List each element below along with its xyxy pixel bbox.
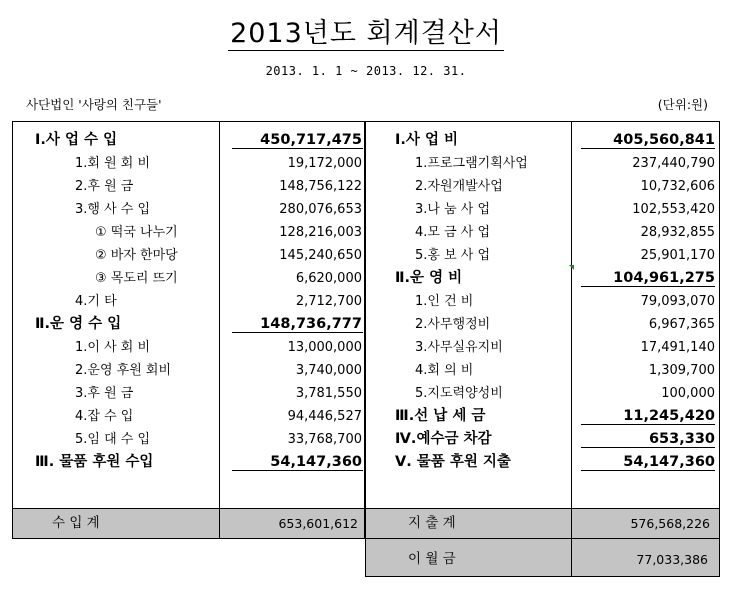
expense-row-value: 100,000 bbox=[661, 386, 715, 401]
expense-row bbox=[0, 313, 732, 336]
totals-divider-1 bbox=[219, 508, 220, 539]
income-row-value: 94,446,527 bbox=[287, 409, 362, 424]
expense-subtotal-underline bbox=[581, 148, 715, 149]
organization-name: 사단법인 '사랑의 친구들' bbox=[26, 97, 162, 112]
expense-subtotal-underline bbox=[581, 447, 715, 448]
document-title-text: 2013년도 회계결산서 bbox=[230, 18, 502, 49]
expense-row-value: 6,967,365 bbox=[648, 317, 715, 332]
income-row-label: 1.이 사 회 비 bbox=[75, 340, 151, 355]
expense-row bbox=[0, 336, 732, 359]
income-row-value: 33,768,700 bbox=[287, 432, 362, 447]
income-row-label: 2.후 원 금 bbox=[75, 179, 134, 194]
expense-row-value: 237,440,790 bbox=[632, 156, 715, 171]
income-row-label: ① 떡국 나누기 bbox=[95, 225, 178, 240]
income-row-value: 128,216,003 bbox=[279, 225, 362, 240]
income-row-value: 145,240,650 bbox=[279, 248, 362, 263]
expense-row bbox=[0, 152, 732, 175]
income-row-label: 1.회 원 회 비 bbox=[75, 156, 151, 171]
income-row-value: 2,712,700 bbox=[295, 294, 362, 309]
expense-row-label: 3.사무실유지비 bbox=[415, 340, 503, 355]
income-row-label: ② 바자 한마당 bbox=[95, 248, 178, 263]
expense-row bbox=[0, 359, 732, 382]
income-row-value: 3,740,000 bbox=[295, 363, 362, 378]
expense-row-value: 10,732,606 bbox=[640, 179, 715, 194]
income-row-label: 4.기 타 bbox=[75, 294, 117, 309]
income-row-value: 3,781,550 bbox=[295, 386, 362, 401]
expense-row-value: 28,932,855 bbox=[640, 225, 715, 240]
carryover-label: 이 월 금 bbox=[408, 551, 456, 567]
expense-row-label: Ⅴ. 물품 후원 지출 bbox=[395, 454, 511, 470]
expense-row-label: 5.홍 보 사 업 bbox=[415, 248, 491, 263]
expense-total-label: 지 출 계 bbox=[408, 515, 456, 531]
carryover-value: 77,033,386 bbox=[636, 552, 708, 567]
expense-subtotal-underline bbox=[581, 470, 715, 471]
income-row-label: Ⅰ.사 업 수 입 bbox=[35, 132, 118, 148]
expense-row-label: 4.모 금 사 업 bbox=[415, 225, 491, 240]
expense-row-value: 54,147,360 bbox=[623, 454, 715, 470]
expense-row-label: Ⅳ.예수금 차감 bbox=[395, 431, 492, 447]
income-row-label: Ⅲ. 물품 후원 수입 bbox=[35, 454, 154, 470]
expense-row-label: 2.자원개발사업 bbox=[415, 179, 503, 194]
expense-subtotal-underline bbox=[581, 286, 715, 287]
expense-row-label: 1.인 건 비 bbox=[415, 294, 474, 309]
expense-row bbox=[0, 244, 732, 267]
expense-row bbox=[0, 175, 732, 198]
income-row-label: 3.행 사 수 입 bbox=[75, 202, 151, 217]
expense-row-label: 1.프로그램기획사업 bbox=[415, 156, 528, 171]
expense-row-value: 11,245,420 bbox=[623, 408, 715, 424]
income-row-value: 6,620,000 bbox=[295, 271, 362, 286]
income-row-label: 4.잡 수 입 bbox=[75, 409, 134, 424]
expense-row-label: 5.지도력양성비 bbox=[415, 386, 503, 401]
fiscal-period: 2013. 1. 1 ~ 2013. 12. 31. bbox=[265, 64, 467, 78]
income-row-value: 13,000,000 bbox=[287, 340, 362, 355]
expense-row bbox=[0, 198, 732, 221]
income-row-value: 19,172,000 bbox=[287, 156, 362, 171]
expense-row-label: 3.나 눔 사 업 bbox=[415, 202, 491, 217]
expense-row-value: 17,491,140 bbox=[640, 340, 715, 355]
income-row-value: 450,717,475 bbox=[260, 132, 362, 148]
income-row-label: 2.운영 후원 회비 bbox=[75, 363, 172, 378]
expense-row-value: 79,093,070 bbox=[640, 294, 715, 309]
income-total-label: 수 입 계 bbox=[52, 515, 100, 531]
totals-divider-2 bbox=[364, 508, 366, 539]
expense-row-value: 405,560,841 bbox=[613, 132, 715, 148]
income-row-label: Ⅱ.운 영 수 입 bbox=[35, 316, 122, 332]
expense-row-label: Ⅱ.운 영 비 bbox=[395, 270, 463, 286]
expense-row-value: 25,901,170 bbox=[640, 248, 715, 263]
expense-row-label: Ⅰ.사 업 비 bbox=[395, 132, 459, 148]
expense-row bbox=[0, 382, 732, 405]
income-row-label: ③ 목도리 뜨기 bbox=[95, 271, 178, 286]
expense-row bbox=[0, 221, 732, 244]
income-total-value: 653,601,612 bbox=[278, 516, 358, 531]
income-row-value: 54,147,360 bbox=[270, 454, 362, 470]
income-row-label: 3.후 원 금 bbox=[75, 386, 134, 401]
income-row-label: 5.임 대 수 입 bbox=[75, 432, 151, 447]
expense-subtotal-underline bbox=[581, 424, 715, 425]
income-row-value: 280,076,653 bbox=[279, 202, 362, 217]
totals-divider-3 bbox=[571, 508, 572, 539]
expense-total-value: 576,568,226 bbox=[630, 516, 710, 531]
expense-row-label: 4.회 의 비 bbox=[415, 363, 474, 378]
income-row-value: 148,736,777 bbox=[260, 316, 362, 332]
carryover-divider bbox=[571, 539, 572, 577]
expense-row bbox=[0, 290, 732, 313]
expense-row-value: 104,961,275 bbox=[613, 270, 715, 286]
expense-row-label: 2.사무행정비 bbox=[415, 317, 491, 332]
expense-row-value: 653,330 bbox=[648, 431, 715, 447]
expense-row-label: Ⅲ.선 납 세 금 bbox=[395, 408, 486, 424]
expense-row-value: 102,553,420 bbox=[632, 202, 715, 217]
income-row-value: 148,756,122 bbox=[279, 179, 362, 194]
document-title bbox=[0, 18, 732, 51]
expense-row-value: 1,309,700 bbox=[648, 363, 715, 378]
currency-unit: (단위:원) bbox=[657, 97, 708, 112]
